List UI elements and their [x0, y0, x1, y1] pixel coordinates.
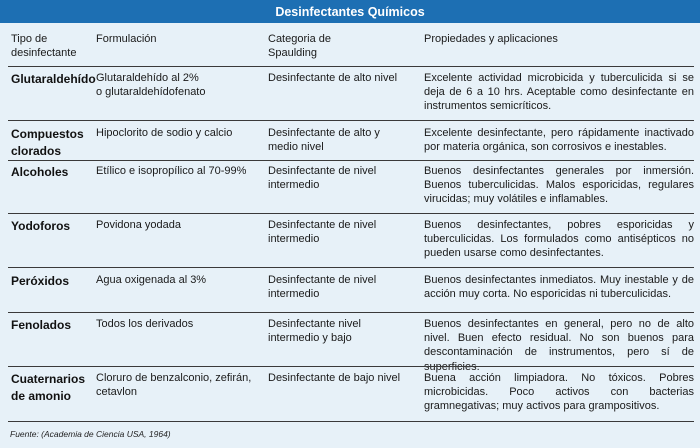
cell-propiedades: Buenos desinfectantes generales por inmersión. Buenos tuberculicidas. Malos esporicidas, regulares virucidas; muy volátiles e inflamables. — [424, 165, 694, 206]
cell-propiedades: Excelente actividad microbicida y tuberculicida si se deja de 6 a 10 hrs. Aceptable como desinfectante en instrumentos semicríticos. — [424, 72, 694, 113]
cell-propiedades: Buenos desinfectantes inmediatos. Muy inestable y de acción muy corta. No esporicidas ni tuberculicidas. — [424, 274, 694, 301]
cell-tipo: Alcoholes — [11, 165, 69, 179]
cell-tipo: Yodoforos — [11, 219, 71, 233]
cell-tipo: Peróxidos — [11, 274, 70, 288]
cell-formulacion: Hipoclorito de sodio y calcio — [96, 127, 233, 139]
divider — [8, 421, 694, 422]
source-footnote: Fuente: (Academia de Ciencia USA, 1964) — [10, 429, 171, 439]
cell-formulacion: Cloruro de benzalconio, zefirán, cetavlon — [96, 372, 252, 399]
divider — [8, 366, 694, 367]
cell-tipo: Glutaraldehído — [11, 72, 96, 86]
header-categoria: Categoria de Spaulding — [268, 33, 331, 59]
cell-formulacion: Povidona yodada — [96, 219, 182, 231]
cell-tipo: Fenolados — [11, 318, 72, 332]
divider — [8, 312, 694, 313]
cell-tipo: Compuestos clorados — [11, 127, 84, 158]
cell-propiedades: Buenos desinfectantes en general, pero no de alto nivel. Buen efecto residual. No son buenos para descontaminación de instrumentos, pero sí de superficies. — [424, 318, 694, 373]
divider — [8, 160, 694, 161]
cell-propiedades: Buenos desinfectantes, pobres esporicidas y tuberculicidas. Los formulados como antisépticos no pueden usarse como desinfectantes. — [424, 219, 694, 260]
table-title: Desinfectantes Químicos — [0, 0, 700, 23]
cell-categoria: Desinfectante de nivel intermedio — [268, 274, 377, 301]
cell-propiedades: Excelente desinfectante, pero rápidamente inactivado por materia orgánica, son corrosivos e inestables. — [424, 127, 694, 154]
cell-formulacion: Etílico e isopropílico al 70-99% — [96, 165, 247, 177]
cell-categoria: Desinfectante de alto y medio nivel — [268, 127, 380, 154]
cell-tipo: Cuaternarios de amonio — [11, 372, 86, 403]
cell-categoria: Desinfectante nivel intermedio y bajo — [268, 318, 361, 345]
cell-propiedades: Buena acción limpiadora. No tóxicos. Pobres microbicidas. Poco activos con bacterias gramnegativas; muy activos para grampositivos. — [424, 372, 694, 413]
cell-formulacion: Todos los derivados — [96, 318, 194, 330]
cell-formulacion: Glutaraldehído al 2% o glutaraldehídofenato — [96, 72, 206, 99]
header-tipo: Tipo de desinfectante — [11, 33, 77, 59]
cell-categoria: Desinfectante de nivel intermedio — [268, 165, 377, 192]
cell-categoria: Desinfectante de bajo nivel — [268, 372, 401, 384]
cell-categoria: Desinfectante de nivel intermedio — [268, 219, 377, 246]
table-header-row — [0, 27, 700, 64]
divider — [8, 66, 694, 67]
divider — [8, 267, 694, 268]
header-formulacion: Formulación — [96, 33, 157, 45]
divider — [8, 120, 694, 121]
cell-categoria: Desinfectante de alto nivel — [268, 72, 398, 84]
header-propiedades: Propiedades y aplicaciones — [424, 33, 558, 45]
cell-formulacion: Agua oxigenada al 3% — [96, 274, 207, 286]
divider — [8, 213, 694, 214]
